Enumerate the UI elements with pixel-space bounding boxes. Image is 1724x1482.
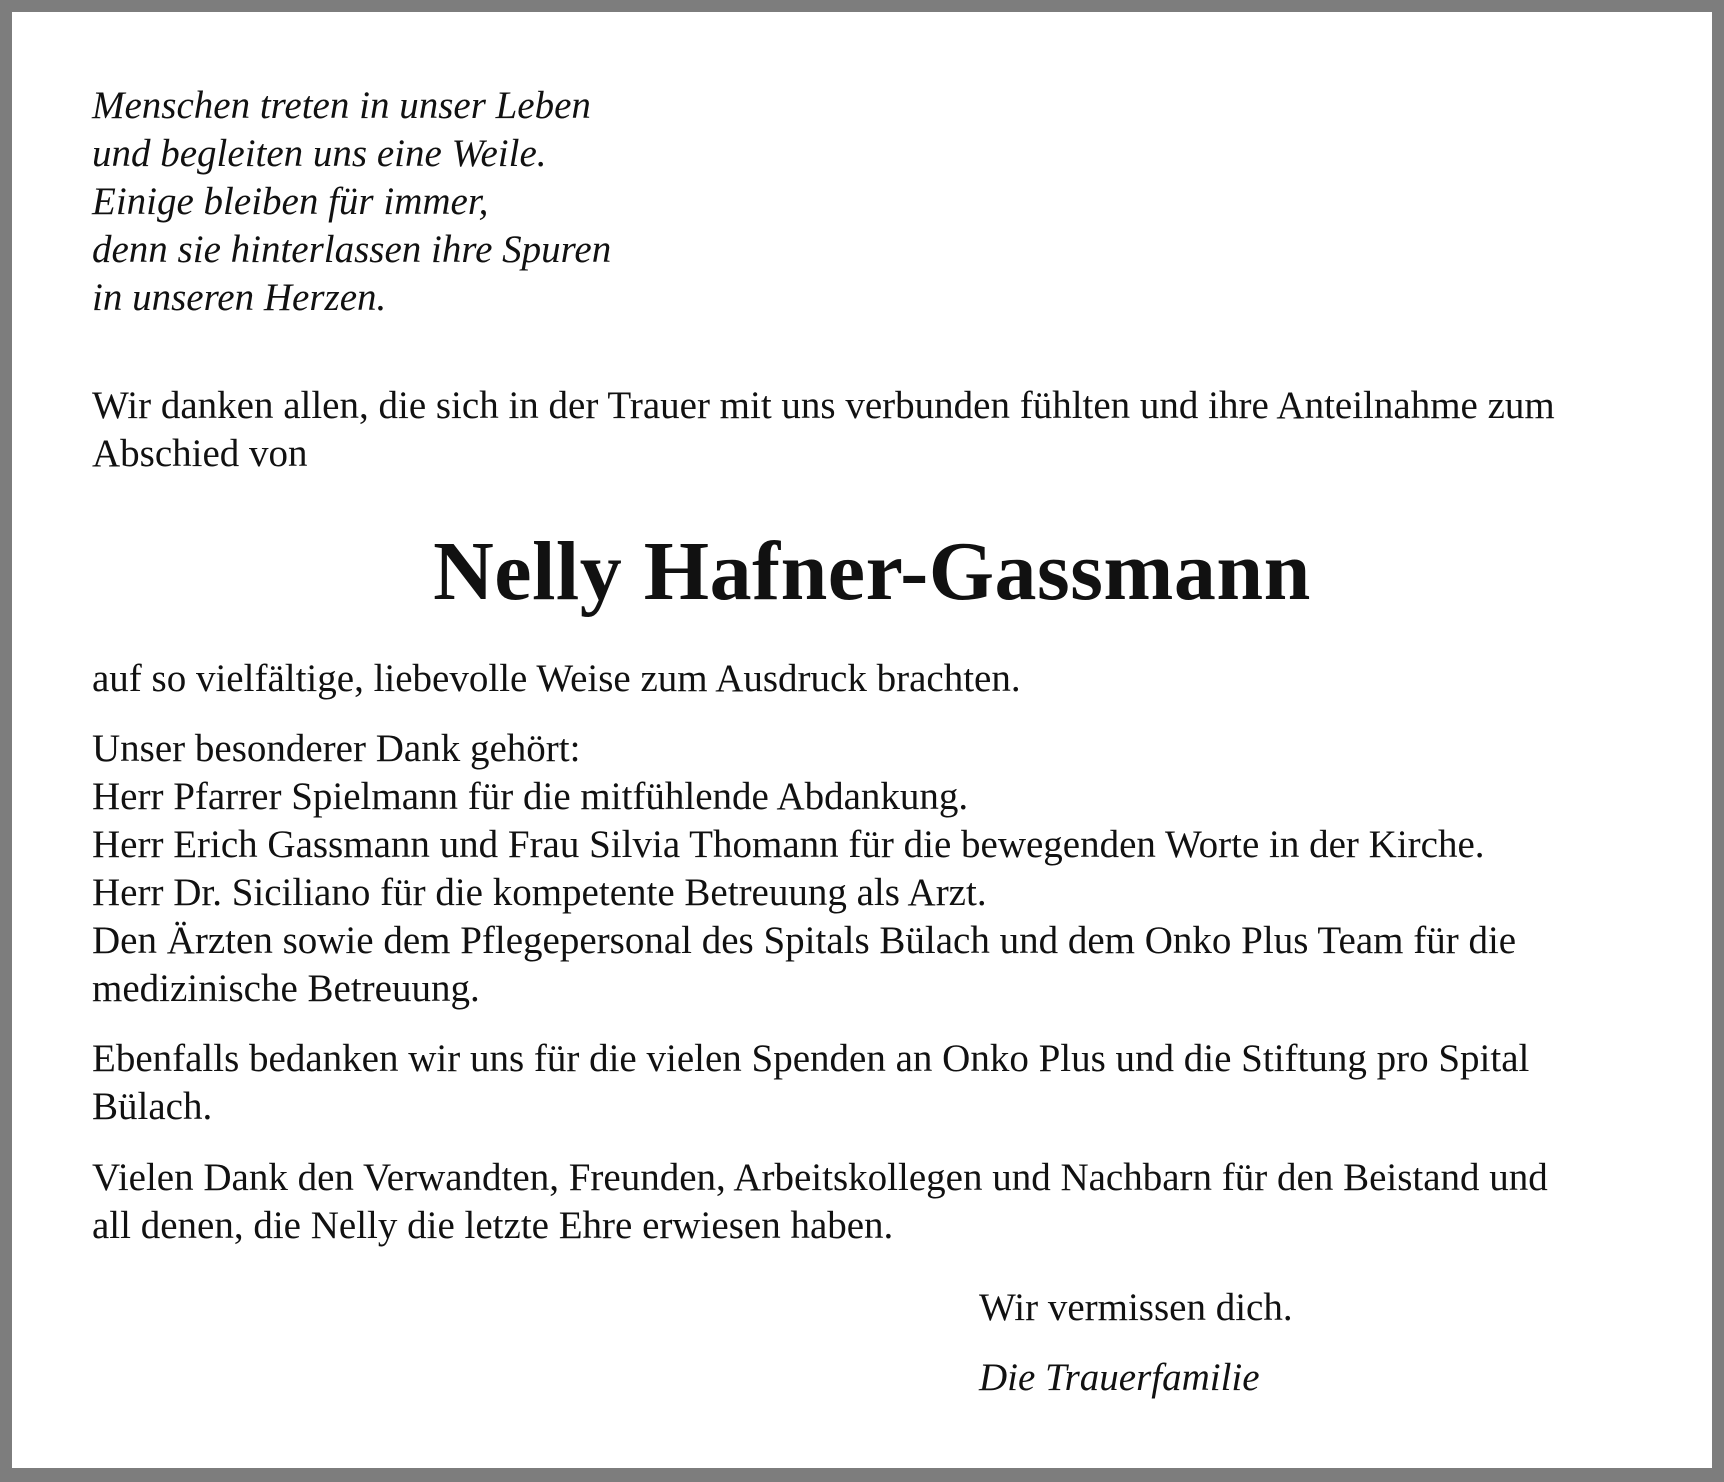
donations-paragraph <box>92 1035 1652 1131</box>
relatives-paragraph <box>92 1154 1652 1250</box>
thanks-item: Herr Pfarrer Spielmann für die mitfühlende Abdankung. <box>92 775 969 818</box>
poem-line: und begleiten uns eine Weile. <box>92 132 547 175</box>
thanks-item: medizinische Betreuung. <box>92 967 480 1010</box>
poem-line: in unseren Herzen. <box>92 276 387 319</box>
obituary-sheet <box>12 12 1712 1468</box>
thanks-item: Den Ärzten sowie dem Pflegepersonal des Spitals Bülach und dem Onko Plus Team für die <box>92 919 1517 962</box>
poem <box>92 82 611 322</box>
thanks-item: Herr Erich Gassmann und Frau Silvia Thomann für die bewegenden Worte in der Kirche. <box>92 823 1485 866</box>
thanks-paragraph <box>92 725 1652 1013</box>
intro-line: Wir danken allen, die sich in der Trauer mit uns verbunden fühlten und ihre Anteilnahme zum <box>92 384 1555 427</box>
deceased-name: Nelly Hafner-Gassmann <box>433 525 1311 618</box>
after-name-paragraph <box>92 655 1652 703</box>
poem-line: Menschen treten in unser Leben <box>92 84 591 127</box>
donations-line: Ebenfalls bedanken wir uns für die vielen Spenden an Onko Plus und die Stiftung pro Spital <box>92 1037 1530 1080</box>
intro-paragraph <box>92 382 1652 478</box>
closing-line: Wir vermissen dich. <box>979 1286 1293 1329</box>
poem-line: denn sie hinterlassen ihre Spuren <box>92 228 612 271</box>
signature: Die Trauerfamilie <box>979 1356 1260 1399</box>
thanks-item: Herr Dr. Siciliano für die kompetente Betreuung als Arzt. <box>92 871 987 914</box>
relatives-line: all denen, die Nelly die letzte Ehre erwiesen haben. <box>92 1204 894 1247</box>
intro-line: Abschied von <box>92 432 308 475</box>
after-name-line: auf so vielfältige, liebevolle Weise zum Ausdruck brachten. <box>92 657 1021 700</box>
donations-line: Bülach. <box>92 1085 213 1128</box>
poem-line: Einige bleiben für immer, <box>92 180 489 223</box>
relatives-line: Vielen Dank den Verwandten, Freunden, Arbeitskollegen und Nachbarn für den Beistand und <box>92 1156 1548 1199</box>
thanks-heading: Unser besonderer Dank gehört: <box>92 727 581 770</box>
